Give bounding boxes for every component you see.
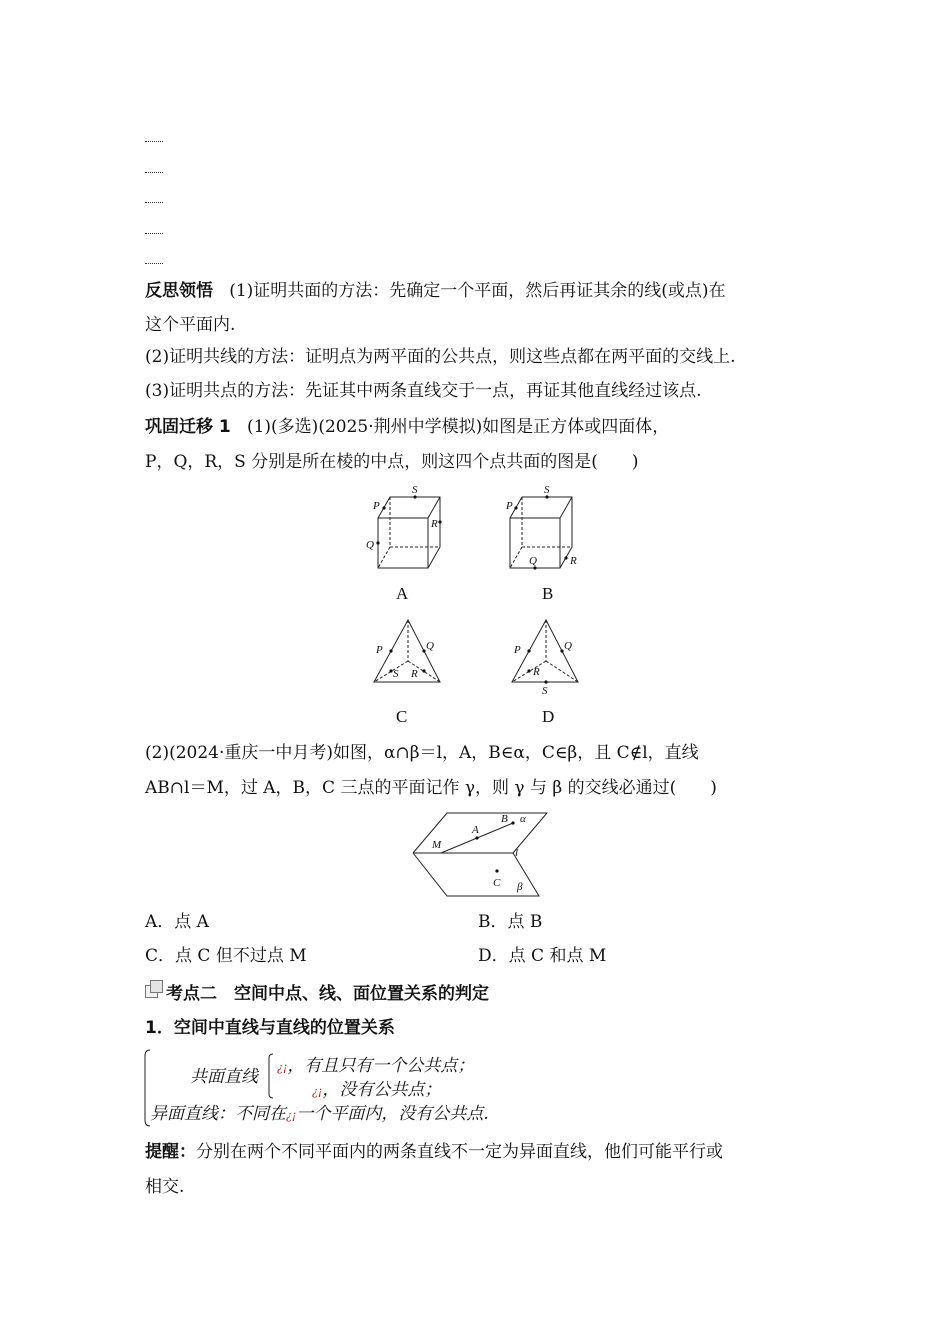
figure-caption-d: D [542,707,555,726]
figure-label-beta: β [517,881,523,893]
figure-label-r: R [411,668,418,680]
option-c[interactable]: C．点 C 但不过点 M [145,946,307,966]
figure-label-b: B [501,813,508,825]
coplanar-lines-label: 共面直线 [190,1067,258,1087]
figure-label-q: Q [529,555,537,567]
figure-label-p: P [373,500,380,512]
answer-blank-line [145,172,163,173]
figure-label-r: R [431,518,438,530]
option-b[interactable]: B．点 B [478,912,543,932]
relation-row-2-text: ，没有公共点； [322,1080,442,1100]
figure-label-p: P [376,644,383,656]
figure-label-c: C [493,877,501,889]
option-d[interactable]: D．点 C 和点 M [478,946,607,966]
practice-line-2: P，Q，R，S 分别是所在棱的中点，则这四个点共面的图是( ) [145,452,639,472]
figure-a-cube [360,480,460,575]
inner-brace [265,1052,275,1100]
figure-label-q: Q [426,640,434,652]
figure-two-planes [405,808,555,903]
figure-caption-a: A [396,584,409,603]
reflection-label: 反思领悟 [145,281,213,301]
figure-label-s: S [542,685,548,697]
section-icon [145,980,163,998]
section-title [166,982,489,1006]
figure-label-p: P [506,500,513,512]
reminder-line-1 [145,1140,723,1164]
figure-b-cube [500,480,600,575]
figure-caption-b: B [542,584,554,603]
reminder-line-2: 相交. [145,1177,185,1197]
figure-label-q: Q [366,539,374,551]
figure-label-r: R [533,666,540,678]
figure-label-s: S [412,484,418,496]
section-title-text: 考点二 空间中点、线、面位置关系的判定 [166,984,489,1004]
section-subtitle-text: 1．空间中直线与直线的位置关系 [145,1018,395,1038]
placeholder-glyph: ¿¡ [312,1085,323,1098]
figure-label-l: l [515,847,519,859]
relation-row-2 [312,1078,441,1104]
answer-blank-line [145,233,163,234]
answer-blank-line [145,141,163,142]
figure-c-tetrahedron [370,615,445,690]
figure-label-s: S [393,668,399,680]
reflection-line-1 [145,279,726,303]
practice-q2-line-1: (2)(2024·重庆一中月考)如图，α∩β＝l，A，B∈α，C∈β，且 C∉l，直线 [145,743,699,763]
figure-label-p: P [514,644,521,656]
placeholder-glyph: ¿¡ [286,1109,297,1122]
answer-blank-line [145,263,163,264]
practice-q2-line-2: AB∩l＝M，过 A，B，C 三点的平面记作 γ，则 γ 与 β 的交线必通过( ) [145,778,717,798]
practice-q1-text: (1)(多选)(2025·荆州中学模拟)如图是正方体或四面体， [246,417,670,437]
reflection-line-2: 这个平面内. [145,315,236,335]
option-a[interactable]: A．点 A [145,912,209,932]
figure-d-tetrahedron [508,615,583,700]
practice-label: 巩固迁移 1 [145,417,231,437]
figure-label-m: M [432,839,442,851]
reminder-text-1: 分别在两个不同平面内的两条直线不一定为异面直线，他们可能平行或 [196,1142,723,1162]
relation-row-1 [277,1054,474,1080]
figure-caption-c: C [396,707,408,726]
figure-label-a: A [472,824,479,836]
section-subtitle [145,1016,395,1040]
relation-row-1-text: ，有且只有一个公共点； [287,1056,475,1076]
reminder-label: 提醒： [145,1142,196,1162]
figure-label-alpha: α [520,813,526,825]
practice-line-1 [145,415,669,439]
reflection-line-3: (2)证明共线的方法：证明点为两平面的公共点，则这些点都在两平面的交线上. [145,347,736,367]
figure-label-q: Q [564,640,572,652]
placeholder-glyph: ¿¡ [277,1061,288,1074]
skew-lines-text: 异面直线：不同在 [150,1104,286,1124]
skew-lines-row [150,1102,489,1128]
reflection-line-4: (3)证明共点的方法：先证其中两条直线交于一点，再证其他直线经过该点. [145,381,702,401]
skew-lines-tail: 一个平面内，没有公共点. [296,1104,489,1124]
reflection-text-1: (1)证明共面的方法：先确定一个平面，然后再证其余的线(或点)在 [229,281,726,301]
answer-blank-line [145,202,163,203]
figure-label-s: S [544,484,550,496]
figure-label-r: R [570,555,577,567]
